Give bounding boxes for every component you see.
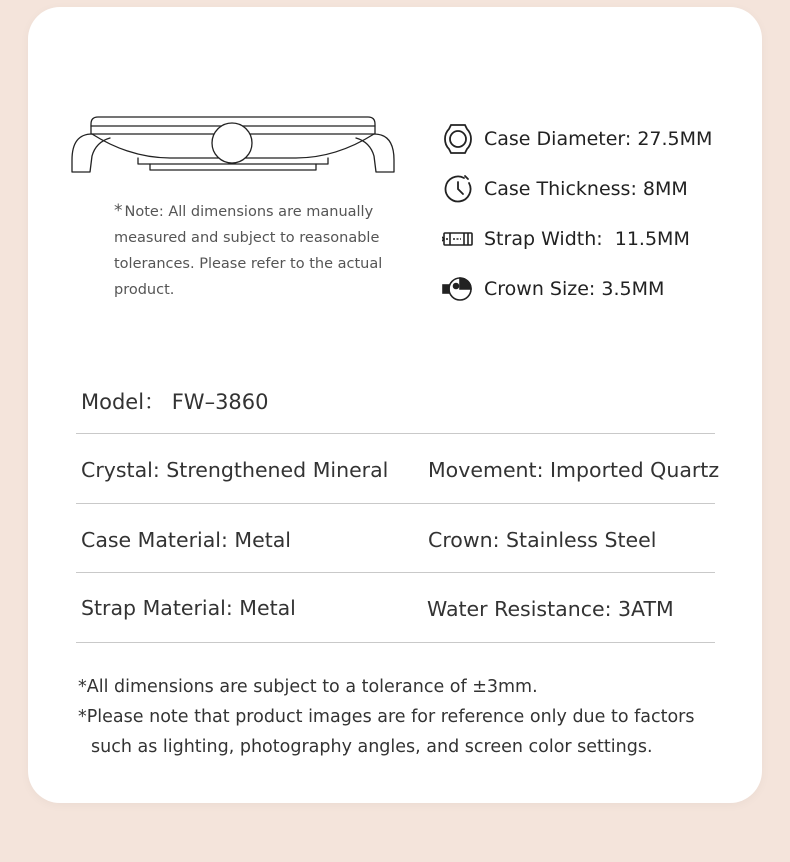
- case-diameter-icon: [442, 123, 474, 155]
- watch-side-profile-illustration: [70, 112, 396, 176]
- divider: [76, 572, 715, 573]
- spec-strap-width: [442, 214, 712, 264]
- clock-icon: [442, 173, 474, 205]
- crown-icon: [442, 273, 474, 305]
- spec-strap-material: Strap Material: Metal: [81, 596, 296, 620]
- spec-crown-material: Crown: Stainless Steel: [428, 528, 657, 552]
- divider: [76, 642, 715, 643]
- dimension-spec-list: [442, 114, 712, 314]
- footnote-image-disclaimer-cont: such as lighting, photography angles, and screen color settings.: [91, 737, 653, 757]
- spec-crown-size: [442, 264, 712, 314]
- model-number: Model： FW–3860: [81, 390, 269, 414]
- spec-label: Case Thickness: 8MM: [484, 178, 688, 200]
- spec-movement: Movement: Imported Quartz: [428, 458, 720, 482]
- strap-icon: [442, 223, 474, 255]
- spec-crystal: Crystal: Strengthened Mineral: [81, 458, 389, 482]
- footnotes: [78, 672, 738, 762]
- footnote-image-disclaimer: *Please note that product images are for reference only due to factors: [78, 707, 695, 727]
- divider: [76, 433, 715, 434]
- spec-case-material: Case Material: Metal: [81, 528, 291, 552]
- divider: [76, 503, 715, 504]
- spec-water-resistance: Water Resistance: 3ATM: [427, 597, 674, 621]
- measurement-note-text: Note: All dimensions are manually measured and subject to reasonable tolerances. Please refer to the actual product.: [114, 204, 383, 298]
- spec-label: Strap Width: 11.5MM: [484, 228, 690, 250]
- footnote-tolerance: *All dimensions are subject to a tolerance of ±3mm.: [78, 677, 538, 697]
- spec-label: Case Diameter: 27.5MM: [484, 128, 713, 150]
- measurement-note: * Note: All dimensions are manually measured and subject to reasonable tolerances. Please refer to the actual product.: [114, 201, 383, 298]
- spec-label: Crown Size: 3.5MM: [484, 278, 665, 300]
- spec-case-thickness: [442, 164, 712, 214]
- spec-case-diameter: [442, 114, 712, 164]
